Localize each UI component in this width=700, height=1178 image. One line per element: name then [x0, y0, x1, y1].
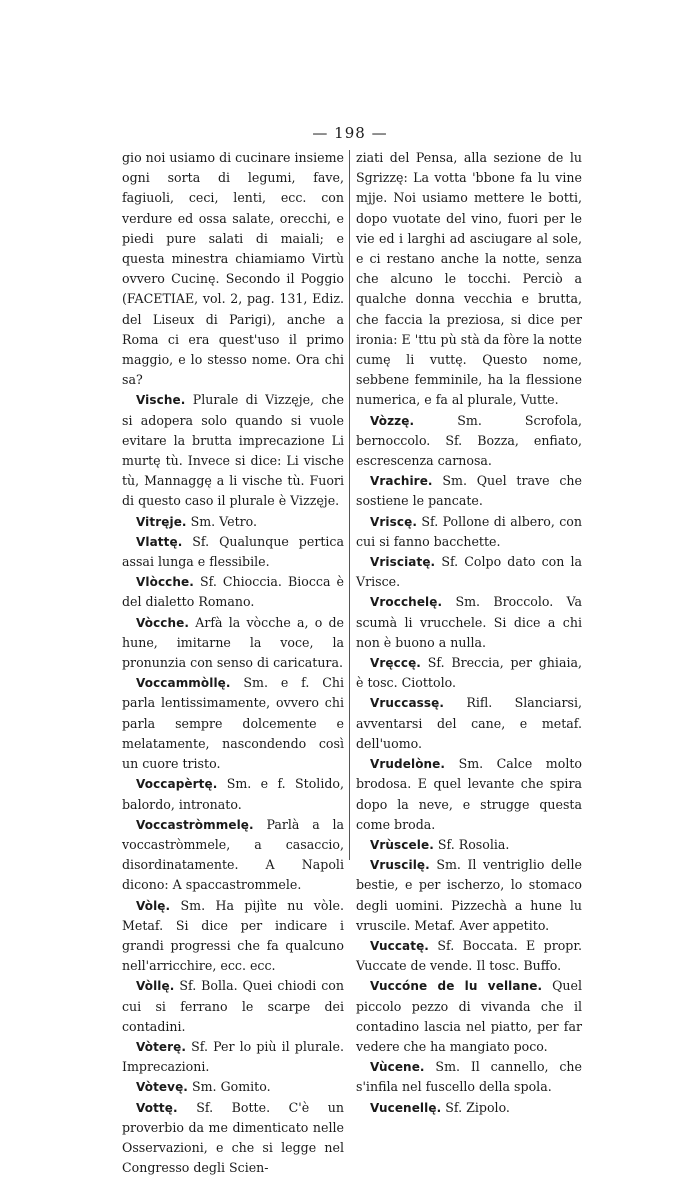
entry-text: Sm. Scrofola, bernoccolo. Sf. Bozza, enfiato, escrescenza carnosa.: [356, 412, 582, 469]
entry-continuation: [122, 148, 344, 390]
entry-headword: Vuccóne de lu vellane.: [370, 979, 543, 994]
entry-headword: Vrocchelę.: [370, 595, 443, 610]
entry-headword: Vriscę.: [370, 514, 417, 529]
dictionary-entry: [356, 592, 582, 653]
dictionary-entry: [356, 936, 582, 976]
entry-text: Sf. Zipolo.: [441, 1099, 510, 1115]
entry-text: Sm. Quel trave che sostiene le pancate.: [356, 473, 582, 509]
entry-text: Sf. Boccata. E propr. Vuccate de vende. Il tosc. Buffo.: [356, 937, 582, 974]
entry-text: ziati del Pensa, alla sezione de lu Sgrizzę: La votta 'bbone fa lu vine mjje. Noi usiamo mettere le botti, dopo vuotate del vino, fuori per le vie ed i larghi ad asciugare al sole, e ci restano anche la notte, senza che alcuno le tocchi. Perciò a qualche donna vecchia e brutta, che faccia la preziosa, si dice per ironia: E 'ttu pù stà da fòre la notte cumę li vuttę. Questo nome, sebbene femminile, ha la flessione numerica, e fa al plurale, Vutte.: [356, 150, 582, 408]
dictionary-entry: [356, 1098, 582, 1118]
entry-headword: Vòlę.: [136, 898, 171, 913]
entry-headword: Vuccatę.: [370, 938, 429, 953]
dictionary-entry: [122, 896, 344, 977]
entry-headword: Vòllę.: [136, 979, 175, 994]
entry-text: Sf. Bolla. Quei chiodi con cui si ferrano le scarpe dei contadini.: [122, 978, 344, 1034]
entry-headword: Vòterę.: [136, 1039, 187, 1054]
dictionary-entry: [122, 976, 344, 1037]
entry-text: Quel piccolo pezzo di vivanda che il contadino lascia nel piatto, per far vedere che ha mangiato poco.: [356, 978, 582, 1054]
entry-text: Sf. Qualunque pertica assai lunga e flessibile.: [122, 533, 344, 570]
entry-text: Sf. Chioccia. Biocca è del dialetto Romano.: [122, 574, 344, 610]
column-divider: [349, 150, 350, 860]
entry-text: Sf. Breccia, per ghiaia, è tosc. Ciottolo.: [356, 655, 582, 691]
entry-text: Sm. Gomito.: [187, 1079, 271, 1095]
entry-headword: Vucenellę.: [370, 1100, 442, 1115]
entry-text: Sf. Per lo più il plurale. Imprecazioni.: [122, 1038, 344, 1075]
entry-text: Sm. Il cannello, che s'infila nel fuscello della spola.: [356, 1059, 582, 1095]
entry-headword: Vręccę.: [370, 656, 421, 671]
entry-continuation: [356, 148, 582, 411]
entry-text: Plurale di Vizzęje, che si adopera solo quando si vuole evitare la brutta imprecazione Li murtę tù. Invece si dice: Li vische tù, Mannaggę a li vische tù. Fuori di questo caso il plurale è Vizzęje.: [122, 392, 344, 509]
entry-headword: Vottę.: [136, 1100, 178, 1115]
dictionary-entry: [122, 572, 344, 612]
entry-headword: Vòcche.: [136, 615, 190, 630]
entry-text: Sm. e f. Stolido, balordo, intronato.: [122, 776, 344, 812]
entry-text: Parlà a la voccastròmmele, a casaccio, disordinatamente. A Napoli dicono: A spaccastrommele.: [122, 816, 344, 893]
entry-text: Sf. Colpo dato con la Vrisce.: [356, 554, 582, 590]
dictionary-entry: [122, 774, 344, 814]
entry-text: Sm. Il ventriglio delle bestie, e per ischerzo, lo stomaco degli uomini. Pizzechà a hune lu vruscile. Metaf. Aver appetito.: [356, 857, 582, 933]
dictionary-entry: [122, 532, 344, 572]
entry-headword: Vruccassę.: [370, 696, 445, 711]
entry-text: Sm. Broccolo. Va scumà li vrucchele. Si dice a chi non è buono a nulla.: [356, 594, 582, 650]
entry-headword: Vòzzę.: [370, 413, 415, 428]
dictionary-entry: [356, 552, 582, 592]
entry-headword: Vlòcche.: [136, 575, 194, 590]
entry-text: Sf. Pollone di albero, con cui si fanno bacchette.: [356, 513, 582, 549]
entry-headword: Vrisciatę.: [370, 555, 436, 570]
entry-text: Sm. e f. Chi parla lentissimamente, ovvero chi parla sempre dolcemente e melatamente, nascondendo così un cuore tristo.: [122, 675, 344, 772]
entry-text: Sm. Ha pijìte nu vòle. Metaf. Si dice per indicare i grandi progressi che fa qualcuno nell'arricchire, ecc. ecc.: [122, 897, 344, 974]
dictionary-entry: [356, 512, 582, 552]
entry-headword: Vrudelòne.: [370, 757, 446, 772]
dictionary-entry: [356, 1057, 582, 1097]
left-column: [122, 148, 344, 1178]
entry-headword: Vòtevę.: [136, 1080, 188, 1095]
entry-headword: Voccastròmmelę.: [136, 817, 254, 832]
dictionary-entry: [356, 411, 582, 472]
dictionary-entry: [122, 673, 344, 774]
dictionary-entry: [122, 390, 344, 511]
dictionary-entry: [122, 1098, 344, 1178]
entry-headword: Vrùscele.: [370, 837, 434, 852]
entry-headword: Vùcene.: [370, 1060, 425, 1075]
entry-headword: Voccammòllę.: [136, 676, 231, 691]
entry-text: Sf. Botte. C'è un proverbio da me dimenticato nelle Osservazioni, e che si legge nel Congresso degli Scien-: [122, 1099, 344, 1176]
dictionary-entry: [122, 512, 344, 532]
dictionary-entry: [356, 471, 582, 511]
dictionary-entry: [122, 613, 344, 674]
dictionary-entry: [356, 855, 582, 936]
dictionary-entry: [356, 754, 582, 835]
page-number: — 198 —: [312, 124, 388, 142]
right-column: [356, 148, 582, 1118]
entry-headword: Vitręje.: [136, 514, 187, 529]
entry-headword: Vlattę.: [136, 534, 183, 549]
entry-text: Sf. Rosolia.: [433, 836, 510, 852]
entry-headword: Vrachire.: [370, 474, 433, 489]
dictionary-entry: [356, 976, 582, 1057]
dictionary-entry: [356, 653, 582, 693]
entry-text: gio noi usiamo di cucinare insieme ogni sorta di legumi, fave, fagiuoli, ceci, lenti, ecc. con verdure ed ossa salate, orecchi, e piedi pure salati di maiali; e questa minestra chiamiamo Virtù ovvero Cucinę. Secondo il Poggio (FACETIAE, vol. 2, pag. 131, Ediz. del Liseux di Parigi), anche a Roma ci era quest'uso il primo maggio, e lo stesso nome. Ora chi sa?: [122, 150, 344, 388]
entry-text: Sm. Calce molto brodosa. E quel levante che spira dopo la neve, e strugge questa come broda.: [356, 756, 582, 832]
dictionary-entry: [356, 693, 582, 754]
dictionary-entry: [122, 1037, 344, 1077]
dictionary-entry: [122, 815, 344, 896]
dictionary-entry: [122, 1077, 344, 1097]
entry-headword: Voccapèrtę.: [136, 777, 218, 792]
entry-text: Rifl. Slanciarsi, avventarsi del cane, e metaf. dell'uomo.: [356, 695, 582, 751]
entry-text: Sm. Vetro.: [186, 513, 258, 529]
entry-headword: Vruscilę.: [370, 858, 430, 873]
dictionary-entry: [356, 835, 582, 855]
entry-headword: Vische.: [136, 393, 186, 408]
entry-text: Arfà la vòcche a, o de hune, imitarne la voce, la pronunzia con senso di caricatura.: [122, 614, 344, 671]
